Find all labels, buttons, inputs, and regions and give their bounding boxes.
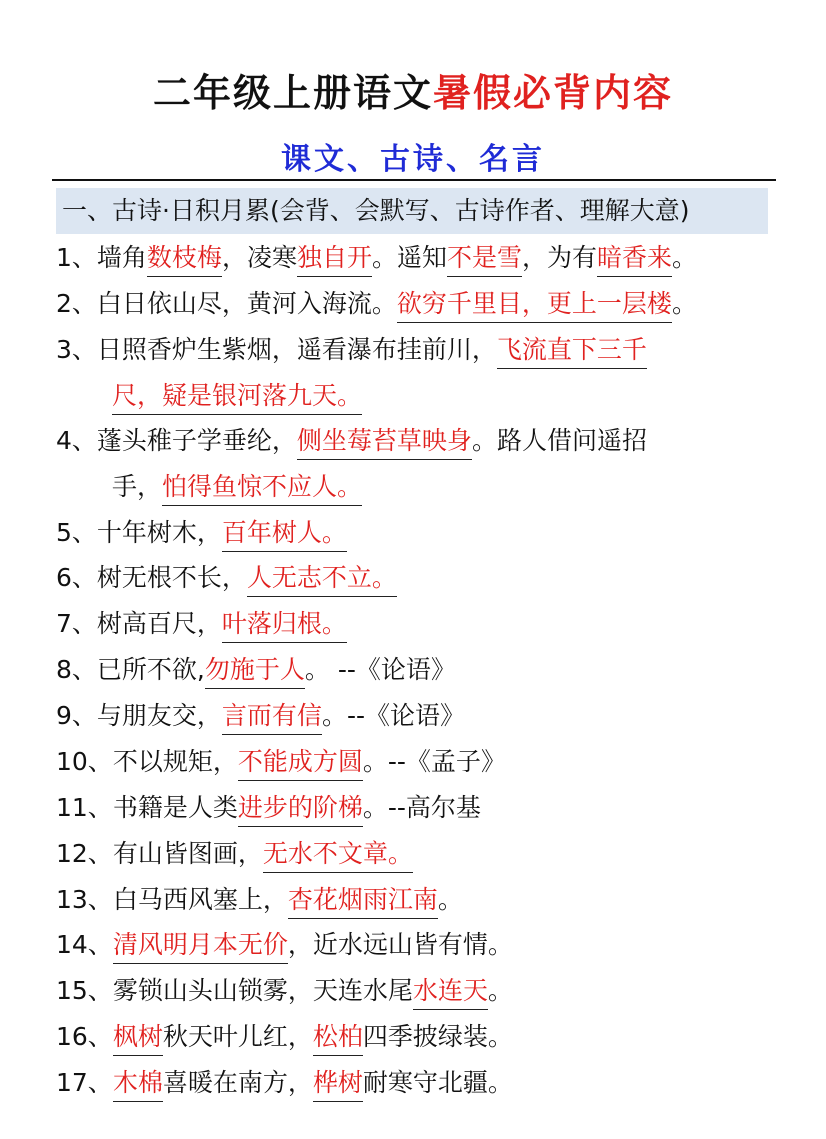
prompt-text: ，凌寒 [221,243,297,272]
answer-text: 不是雪 [447,240,522,277]
answer-text: 松柏 [313,1019,363,1056]
prompt-text: 。 [671,289,697,318]
prompt-text: 日照香炉生紫烟，遥看瀑布挂前川， [96,335,497,364]
prompt-text: 。 [672,243,698,272]
prompt-text: 耐寒守北疆。 [362,1068,513,1097]
answer-text: 叶落归根。 [222,606,347,643]
answer-text: 人无志不立。 [247,560,397,597]
prompt-text: 书籍是人类 [112,793,238,822]
answer-text: 言而有信 [222,698,322,735]
answer-text: 水连天 [413,973,488,1010]
prompt-text: 秋天叶儿红， [162,1022,313,1051]
answer-text: 清风明月本无价 [113,927,288,964]
list-item [56,604,347,644]
item-number: 12、 [56,839,113,868]
item-number: 11、 [56,793,113,822]
list-item [56,650,456,690]
item-number: 14、 [56,930,113,959]
answer-text: 勿施于人 [205,652,305,689]
prompt-text: 。--高尔基 [362,793,481,822]
item-number: 16、 [56,1022,113,1051]
prompt-text: 。--《孟子》 [362,747,506,776]
prompt-text: ，为有 [522,243,598,272]
list-item [56,513,347,553]
page-subtitle: 课文、古诗、名言 [281,142,545,177]
prompt-text: 树无根不长， [96,563,247,592]
prompt-text: 白马西风塞上， [112,885,288,914]
divider [52,179,776,181]
item-number: 5、 [56,518,97,547]
answer-text: 桦树 [313,1065,363,1102]
item-number: 17、 [56,1068,113,1097]
section-header: 一、古诗·日积月累(会背、会默写、古诗作者、理解大意) [56,188,768,234]
prompt-text: 与朋友交， [96,701,222,730]
answer-text: 尺，疑是银河落九天。 [112,378,362,415]
item-number: 3、 [56,335,97,364]
prompt-text: 。 [487,976,513,1005]
prompt-text: 。--《论语》 [321,701,465,730]
prompt-text: 喜暖在南方， [162,1068,313,1097]
answer-text: 暗香来 [597,240,672,277]
list-item [56,880,463,920]
prompt-text: 墙角 [96,243,147,272]
list-item [56,925,513,965]
answer-text: 欲穷千里目，更上一层楼 [397,286,672,323]
list-item [56,971,513,1011]
prompt-text: 。路人借问遥招 [471,426,647,455]
answer-text: 枫树 [113,1019,163,1056]
answer-text: 百年树人。 [222,515,347,552]
list-item [56,1017,513,1057]
prompt-text: 。 [437,885,463,914]
title-black: 二年级上册语文 [152,71,433,115]
list-item [56,788,481,828]
list-item [56,558,397,598]
list-item [56,238,697,278]
title-red: 暑假必背内容 [433,71,674,115]
prompt-text: 有山皆图画， [112,839,263,868]
item-number: 8、 [56,655,97,684]
prompt-text: ，近水远山皆有情。 [287,930,513,959]
list-item [56,1063,513,1103]
answer-text: 不能成方圆 [238,744,363,781]
prompt-text: 蓬头稚子学垂纶， [96,426,297,455]
list-item [112,376,362,416]
list-item [56,696,465,736]
list-item [56,834,413,874]
list-item [56,330,647,370]
prompt-text: 树高百尺， [96,609,222,638]
prompt-text: 。 --《论语》 [304,655,456,684]
item-number: 6、 [56,563,97,592]
prompt-text: 四季披绿装。 [362,1022,513,1051]
answer-text: 进步的阶梯 [238,790,363,827]
prompt-text: 手， [112,472,163,501]
answer-text: 侧坐莓苔草映身 [297,423,472,460]
prompt-text: 白日依山尽，黄河入海流。 [96,289,397,318]
prompt-text: 不以规矩， [112,747,238,776]
item-number: 10、 [56,747,113,776]
item-number: 7、 [56,609,97,638]
prompt-text: 。遥知 [371,243,447,272]
item-number: 2、 [56,289,97,318]
prompt-text: 已所不欲, [96,655,205,684]
answer-text: 数枝梅 [147,240,222,277]
answer-text: 木棉 [113,1065,163,1102]
list-item [56,284,697,324]
item-number: 1、 [56,243,97,272]
item-number: 4、 [56,426,97,455]
list-item [112,467,362,507]
prompt-text: 十年树木， [96,518,222,547]
item-number: 9、 [56,701,97,730]
answer-text: 杏花烟雨江南 [288,882,438,919]
answer-text: 怕得鱼惊不应人。 [162,469,362,506]
page-title [0,62,826,117]
list-item [56,742,506,782]
item-number: 13、 [56,885,113,914]
list-item [56,421,647,461]
answer-text: 独自开 [297,240,372,277]
answer-text: 无水不文章。 [263,836,413,873]
item-number: 15、 [56,976,113,1005]
answer-text: 飞流直下三千 [497,332,647,369]
prompt-text: 雾锁山头山锁雾，天连水尾 [112,976,413,1005]
